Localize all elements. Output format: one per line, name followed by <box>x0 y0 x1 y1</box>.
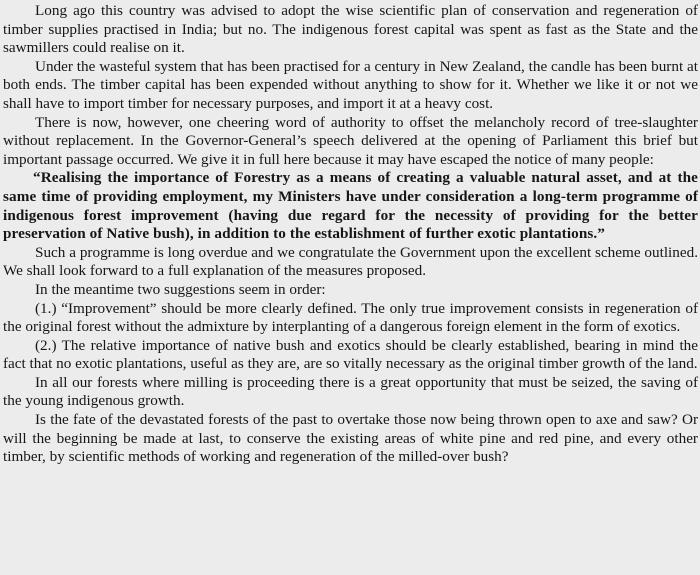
paragraph-wasteful-system: Under the wasteful system that has been practised for a century in New Zealand, the candle has been burnt at both ends. The timber capital has been expended without anything to show for it. Whether we like it or not we shall have to import timber for necessary purposes, and import it at a heavy cost. <box>3 57 698 112</box>
paragraph-suggestion-1: (1.) “Improvement” should be more clearly defined. The only true improvement consists in regeneration of the original forest without the admixture by interplanting of a dangerous foreign element in the form of exotics. <box>3 299 698 336</box>
speech-quote: “Realising the importance of Forestry as a means of creating a valuable natural asset, and at the same time of providing employment, my Ministers have under consideration a long-term programme of indigenous forest improvement (having due regard for the necessity of providing for the better preservation of Native bush), in addition to the establishment of further exotic plantations.” <box>3 169 698 243</box>
paragraph-intro: Long ago this country was advised to adopt the wise scientific plan of conservation and regeneration of timber supplies practised in India; but no. The indigenous forest capital was spent as fast as the State and the sawmillers could realise on it. <box>3 2 698 57</box>
paragraph-cheering-word: There is now, however, one cheering word of authority to offset the melancholy record of tree-slaughter without replacement. In the Governor-General’s speech delivered at the opening of Parliament this brief but important passage occurred. We give it in full here because it may have escaped the notice of many people: <box>3 113 698 168</box>
paragraph-suggestion-2: (2.) The relative importance of native bush and exotics should be clearly established, bearing in mind the fact that no exotic plantations, useful as they are, are so vitally necessary as the original timber growth of the land. <box>3 336 698 373</box>
paragraph-milling-opportunity: In all our forests where milling is proceeding there is a great opportunity that must be seized, the saving of the young indigenous growth. <box>3 373 698 410</box>
paragraph-programme-overdue: Such a programme is long overdue and we congratulate the Government upon the excellent scheme outlined. We shall look forward to a full explanation of the measures proposed. <box>3 243 698 280</box>
paragraph-closing-question: Is the fate of the devastated forests of the past to overtake those now being thrown open to axe and saw? Or will the beginning be made at last, to conserve the existing areas of white pine and red pine, and every other timber, by scientific methods of working and regeneration of the milled-over bush? <box>3 411 698 466</box>
paragraph-suggestions-intro: In the meantime two suggestions seem in order: <box>35 280 326 298</box>
